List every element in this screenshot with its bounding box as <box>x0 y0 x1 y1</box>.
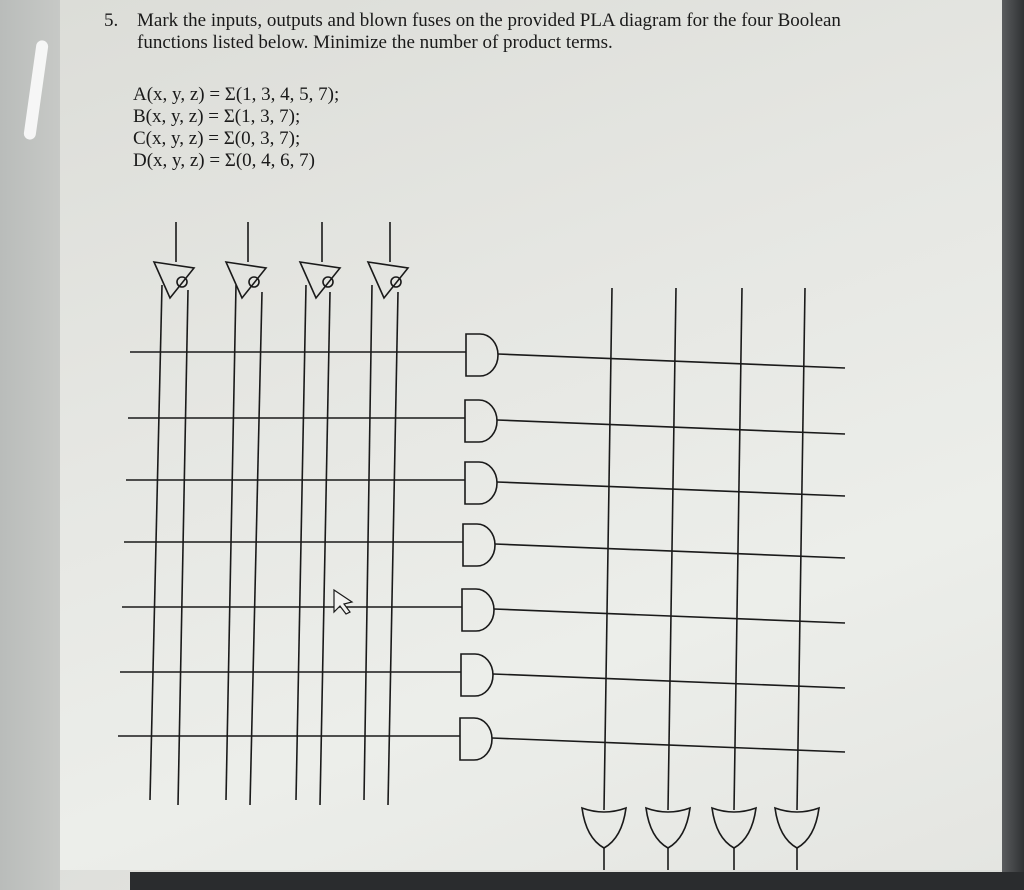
and-gate-7 <box>460 718 492 760</box>
function-a: A(x, y, z) = Σ(1, 3, 4, 5, 7); <box>133 84 340 105</box>
function-c: C(x, y, z) = Σ(0, 3, 7); <box>133 128 301 149</box>
question-number: 5. <box>104 10 119 31</box>
and-output-line-5 <box>494 609 845 623</box>
and-gate-2 <box>465 400 497 442</box>
input-buffer-4 <box>368 262 408 298</box>
input-column-2 <box>178 290 188 805</box>
and-gate-5 <box>462 589 494 631</box>
mouse-cursor-icon <box>334 590 352 614</box>
question-text-line1: Mark the inputs, outputs and blown fuses on the provided PLA diagram for the four Boolean <box>137 10 841 31</box>
and-output-line-6 <box>493 674 845 688</box>
and-output-line-4 <box>495 544 845 558</box>
and-output-line-1 <box>498 354 845 368</box>
and-gate-3 <box>465 462 497 504</box>
input-column-4 <box>250 292 262 805</box>
or-input-column-2 <box>668 288 676 810</box>
or-gate-2 <box>646 808 690 848</box>
input-column-8 <box>388 292 398 805</box>
or-gate-1 <box>582 808 626 848</box>
and-gate-6 <box>461 654 493 696</box>
input-buffer-2 <box>226 262 266 298</box>
or-gate-4 <box>775 808 819 848</box>
and-output-line-3 <box>497 482 845 496</box>
function-d: D(x, y, z) = Σ(0, 4, 6, 7) <box>133 150 316 171</box>
or-gate-3 <box>712 808 756 848</box>
and-gate-4 <box>463 524 495 566</box>
and-output-line-2 <box>497 420 845 434</box>
and-gate-1 <box>466 334 498 376</box>
or-input-column-3 <box>734 288 742 810</box>
input-column-6 <box>320 292 330 805</box>
function-b: B(x, y, z) = Σ(1, 3, 7); <box>133 106 301 127</box>
question-text-line2: functions listed below. Minimize the number of product terms. <box>137 32 613 53</box>
